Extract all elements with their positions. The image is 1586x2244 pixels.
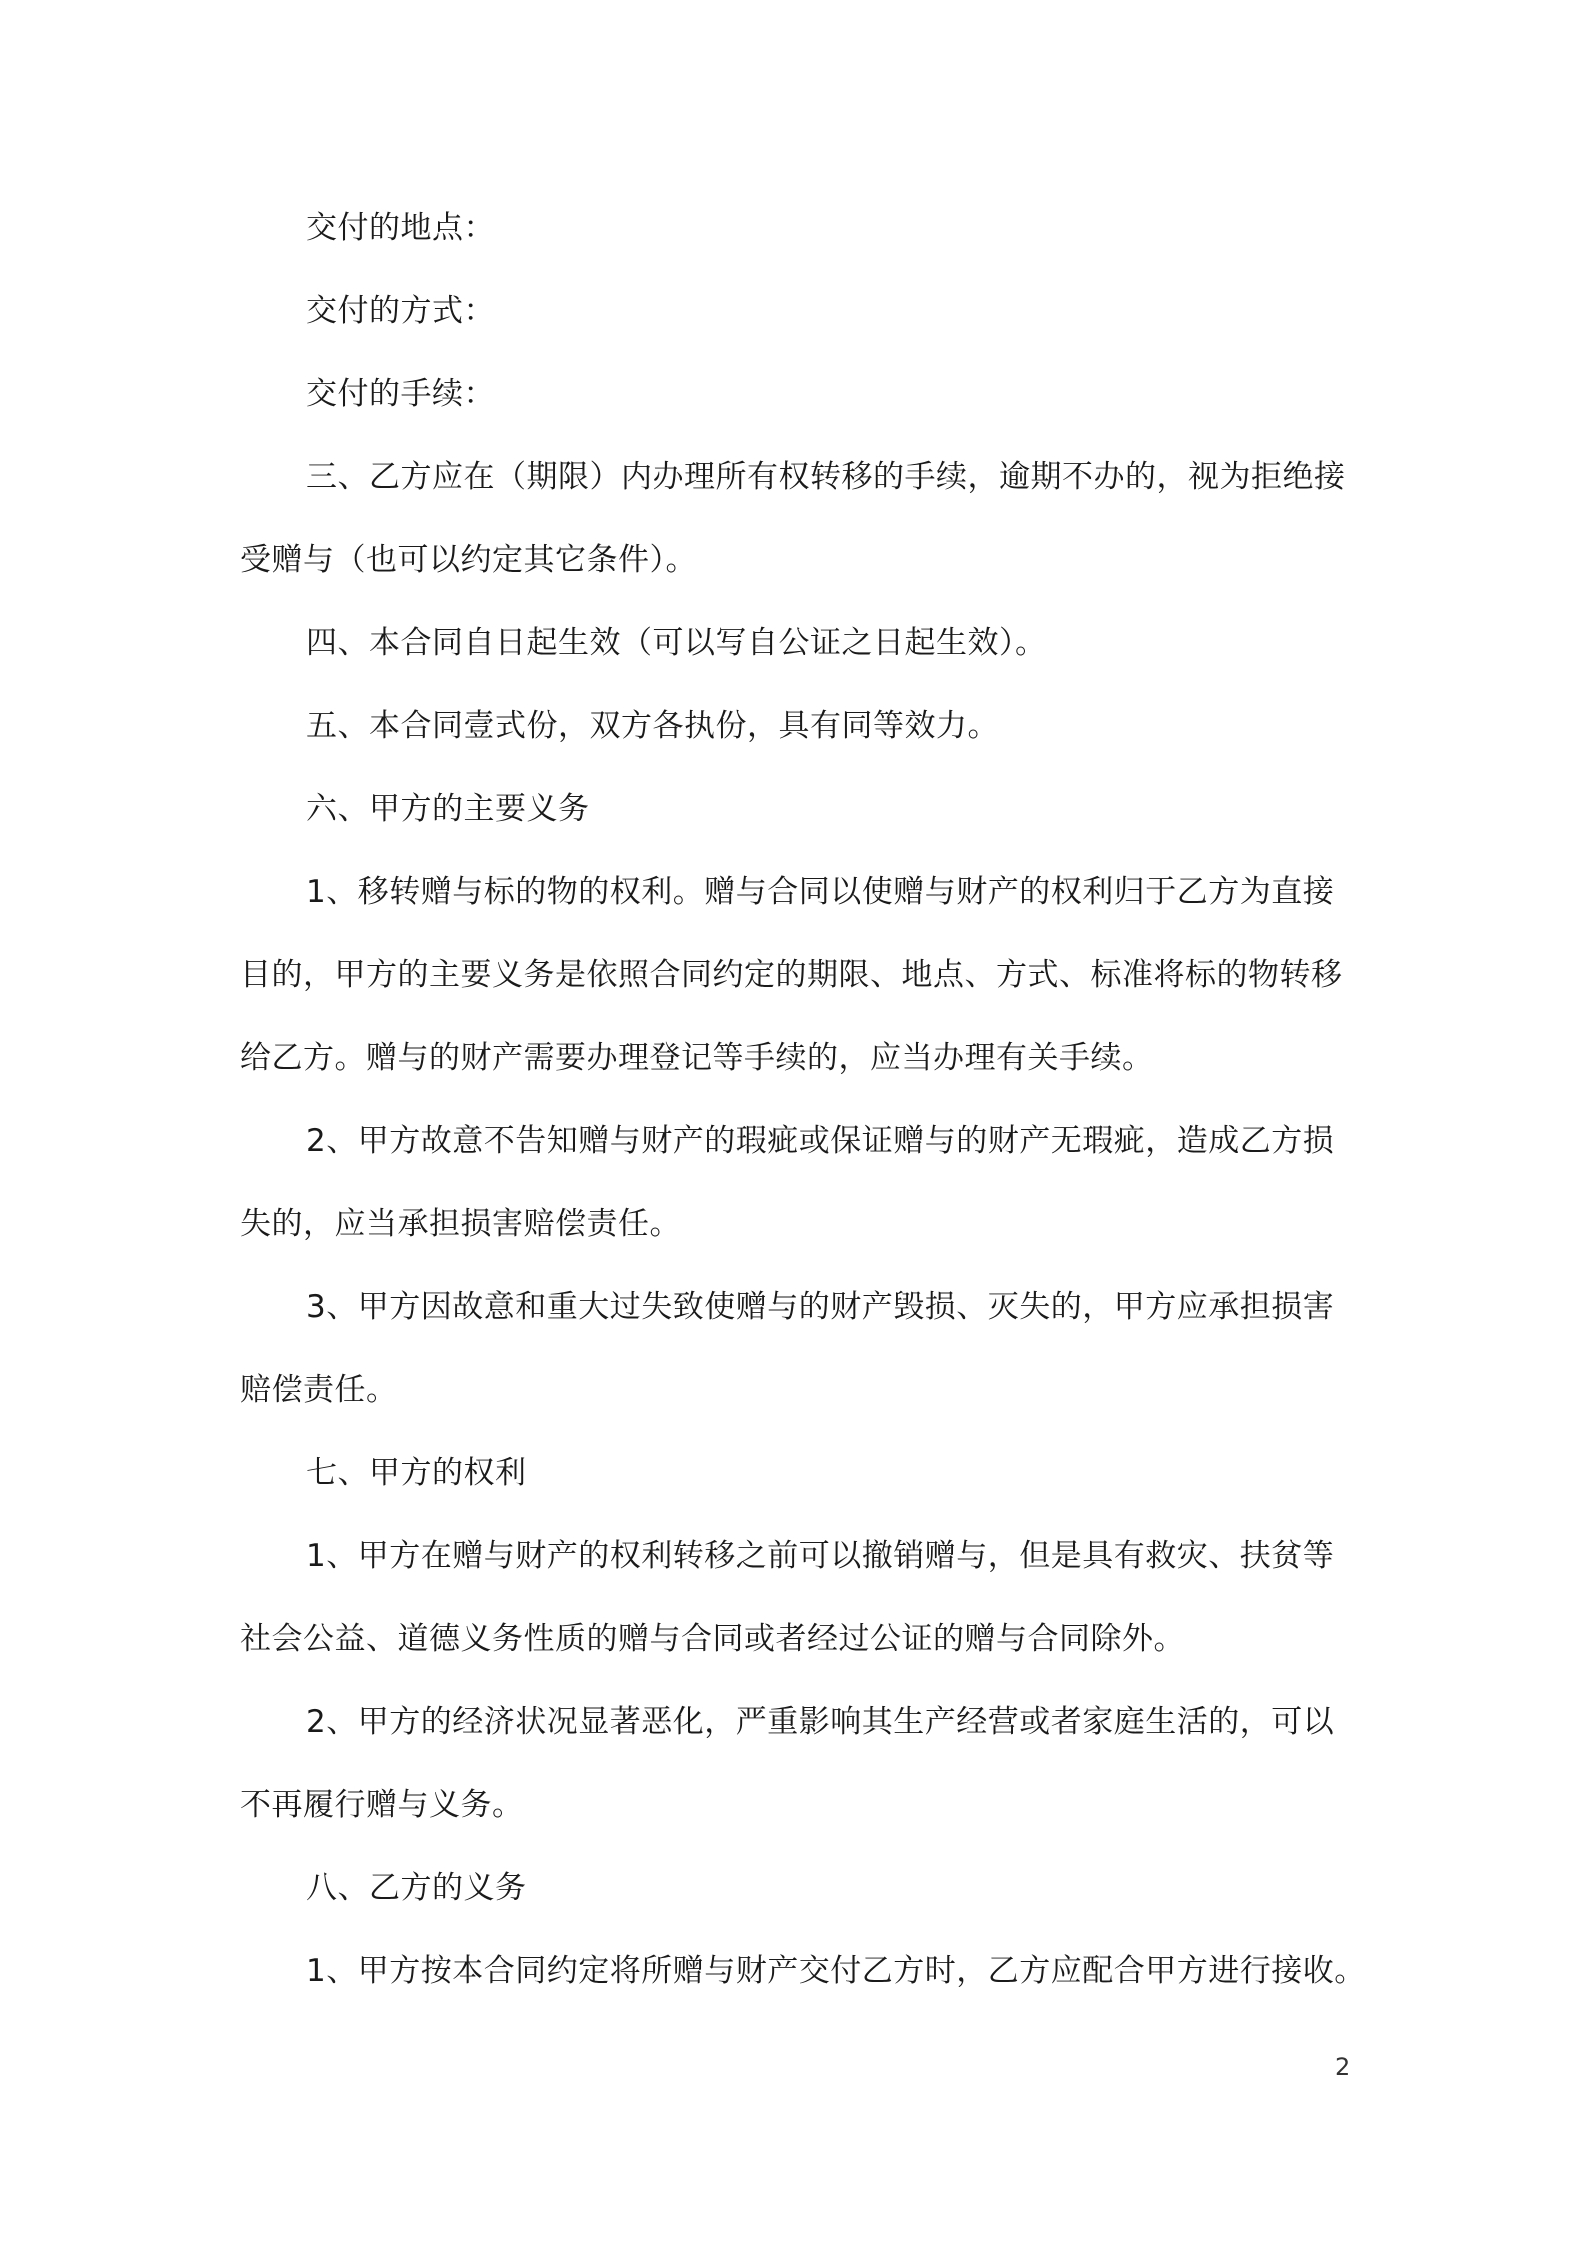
text-line-clause-3: 三、乙方应在（期限）内办理所有权转移的手续，逾期不办的，视为拒绝接 <box>306 459 1346 495</box>
text-line-a-obligation-1: 1、移转赠与标的物的权利。赠与合同以使赠与财产的权利归于乙方为直接 <box>306 874 1335 910</box>
text-line-b-obligation-1: 1、甲方按本合同约定将所赠与财产交付乙方时，乙方应配合甲方进行接收。 <box>306 1953 1366 1989</box>
text-line-a-obligation-2: 2、甲方故意不告知赠与财产的瑕疵或保证赠与的财产无瑕疵，造成乙方损 <box>306 1123 1335 1159</box>
text-line-a-right-2: 2、甲方的经济状况显著恶化，严重影响其生产经营或者家庭生活的，可以 <box>306 1704 1335 1740</box>
text-line-a-obligation-3: 3、甲方因故意和重大过失致使赠与的财产毁损、灭失的，甲方应承担损害 <box>306 1289 1335 1325</box>
section-heading-party-a-rights: 七、甲方的权利 <box>306 1455 527 1491</box>
page-number: 2 <box>1335 2053 1351 2081</box>
text-line-a-obligation-1-cont1: 目的，甲方的主要义务是依照合同约定的期限、地点、方式、标准将标的物转移 <box>240 957 1343 993</box>
text-line-a-right-1: 1、甲方在赠与财产的权利转移之前可以撤销赠与，但是具有救灾、扶贫等 <box>306 1538 1335 1574</box>
text-line-a-right-1-cont: 社会公益、道德义务性质的赠与合同或者经过公证的赠与合同除外。 <box>240 1621 1185 1657</box>
text-line-delivery-method: 交付的方式： <box>306 293 495 329</box>
section-heading-party-b-obligations: 八、乙方的义务 <box>306 1870 527 1906</box>
text-line-a-obligation-1-cont2: 给乙方。赠与的财产需要办理登记等手续的，应当办理有关手续。 <box>240 1040 1154 1076</box>
section-heading-party-a-obligations: 六、甲方的主要义务 <box>306 791 590 827</box>
text-line-a-right-2-cont: 不再履行赠与义务。 <box>240 1787 524 1823</box>
text-line-a-obligation-3-cont: 赔偿责任。 <box>240 1372 398 1408</box>
text-line-delivery-place: 交付的地点： <box>306 210 495 246</box>
text-line-clause-5: 五、本合同壹式份，双方各执份，具有同等效力。 <box>306 708 999 744</box>
text-line-clause-4: 四、本合同自日起生效（可以写自公证之日起生效）。 <box>306 625 1047 661</box>
text-line-a-obligation-2-cont: 失的，应当承担损害赔偿责任。 <box>240 1206 681 1242</box>
text-line-delivery-procedure: 交付的手续： <box>306 376 495 412</box>
text-line-clause-3-cont: 受赠与（也可以约定其它条件）。 <box>240 542 697 578</box>
